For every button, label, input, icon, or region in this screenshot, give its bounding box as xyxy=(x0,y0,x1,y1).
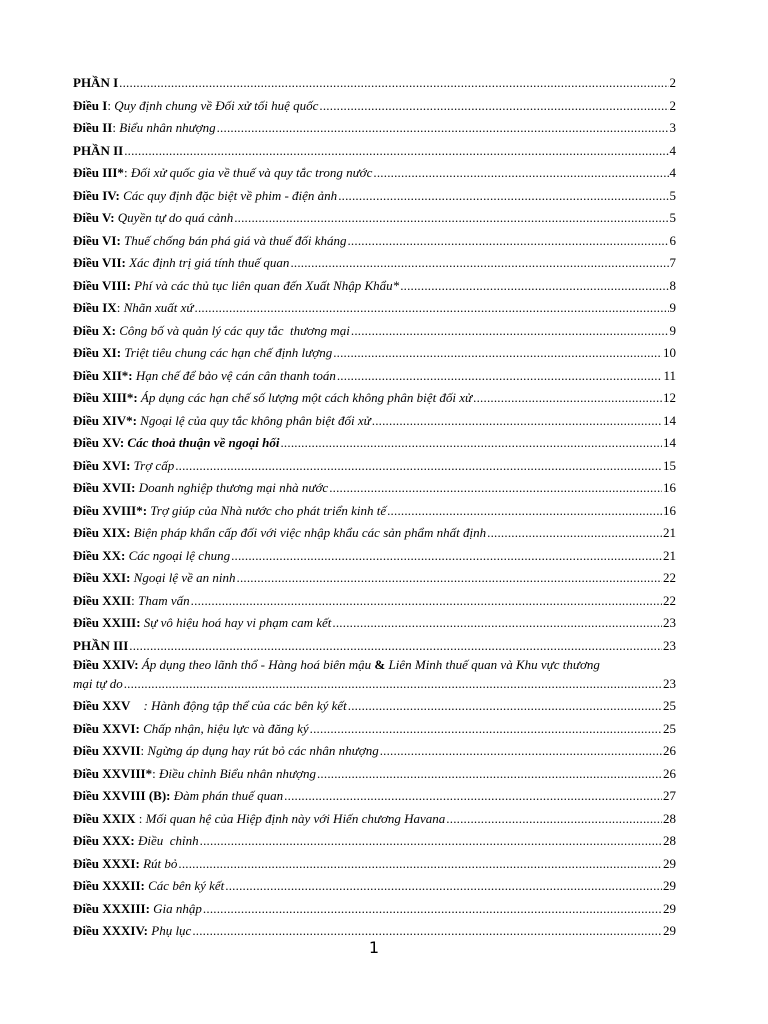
page-number: 1 xyxy=(368,938,380,957)
toc-entry-label: Điều XXVIII (B): xyxy=(73,788,171,803)
toc-entry xyxy=(73,522,676,545)
toc-entry-title: Điều chỉnh Biểu nhân nhượng xyxy=(158,765,316,781)
toc-entry xyxy=(73,853,676,876)
toc-entry xyxy=(73,410,676,433)
toc-leader-dots xyxy=(129,635,662,658)
toc-leader-dots xyxy=(329,477,662,500)
toc-leader-dots xyxy=(373,162,668,185)
toc-entry-page: 29 xyxy=(663,923,676,938)
toc-entry-title: Xác định trị giá tính thuế quan xyxy=(129,255,290,270)
toc-entry-label: Điều XVI: xyxy=(73,457,131,473)
toc-entry-label: Điều VIII: xyxy=(73,277,131,293)
toc-entry-page: 16 xyxy=(663,480,676,495)
toc-entry xyxy=(73,342,676,365)
toc-entry-title: Sự vô hiệu hoá hay vi phạm cam kết xyxy=(143,615,332,630)
toc-entry-label: PHẦN II xyxy=(73,142,124,158)
toc-entry-page: 29 xyxy=(663,855,676,871)
toc-entry xyxy=(73,275,676,298)
toc-entry-page: 11 xyxy=(663,367,676,383)
toc-entry-label: PHẦN I xyxy=(73,75,119,90)
toc-entry xyxy=(73,567,676,590)
toc-leader-dots xyxy=(351,320,669,343)
toc-entry xyxy=(73,207,676,230)
toc-entry-label: Điều XXI: xyxy=(73,570,131,585)
toc-leader-dots xyxy=(284,785,662,808)
toc-leader-dots xyxy=(310,718,662,741)
toc-entry xyxy=(73,320,676,343)
toc-entry-label: Điều XV: xyxy=(73,435,125,450)
toc-entry-title: Các quy định đặc biệt về phim - điện ảnh xyxy=(123,187,338,203)
toc-entry-page: 4 xyxy=(669,142,676,158)
toc-entry: Điều XXIX : Mối quan hệ của Hiệp định này với Hiến chương Havana ..... 28 xyxy=(73,808,676,831)
toc-leader-dots xyxy=(400,275,668,298)
toc-entry-label: Điều XXII xyxy=(73,592,132,608)
toc-entry-title: Đối xử quốc gia về thuế và quy tắc trong nước xyxy=(130,165,373,180)
toc-leader-dots xyxy=(347,230,668,253)
toc-leader-dots xyxy=(191,590,662,613)
table-of-contents xyxy=(73,72,676,943)
toc-entry-page: 14 xyxy=(663,412,676,428)
toc-leader-dots xyxy=(124,673,662,696)
toc-entry-title: Tham vấn xyxy=(138,592,190,608)
toc-entry-label: PHẦN III xyxy=(73,637,129,653)
toc-leader-dots xyxy=(348,695,662,718)
toc-entry-label: Điều VI: xyxy=(73,232,121,248)
toc-entry-label: Điều XXIII: xyxy=(73,615,141,630)
toc-entry-title-line2: mại tự do xyxy=(73,676,123,691)
toc-entry-label: Điều XVIII*: xyxy=(73,502,148,518)
toc-entry-page: 22 xyxy=(663,570,676,585)
toc-entry xyxy=(73,635,676,658)
toc-entry: Điều XXVII : Ngừng áp dụng hay rút bỏ các nhân nhượng ..... 26 xyxy=(73,740,676,763)
toc-entry-title: Phụ lục xyxy=(151,923,192,938)
toc-entry-title: Rút bỏ xyxy=(143,855,178,871)
toc-entry-title: Nhãn xuất xứ xyxy=(123,300,194,315)
toc-entry-page: 5 xyxy=(669,187,676,203)
toc-entry-page: 6 xyxy=(669,232,676,248)
toc-entry-title: Thuế chống bán phá giá và thuế đối kháng xyxy=(124,232,347,248)
toc-leader-dots xyxy=(290,252,668,275)
toc-leader-dots xyxy=(231,545,662,568)
toc-entry-page: 27 xyxy=(663,788,676,803)
toc-entry-title: Chấp nhận, hiệu lực và đăng ký xyxy=(143,720,309,736)
toc-entry-page: 29 xyxy=(663,878,676,893)
toc-entry: Điều IX : Nhãn xuất xứ ..... 9 xyxy=(73,297,676,320)
toc-entry xyxy=(73,185,676,208)
toc-leader-dots xyxy=(332,612,662,635)
toc-entry-page: 25 xyxy=(663,720,676,736)
toc-entry-label: Điều XI: xyxy=(73,345,122,360)
toc-entry-title: Quy định chung về Đối xử tối huệ quốc xyxy=(114,97,319,113)
toc-entry-label: Điều XXX: xyxy=(73,833,135,848)
toc-entry-label: Điều XXV xyxy=(73,698,131,713)
toc-entry-title: Đàm phán thuế quan xyxy=(173,788,284,803)
toc-entry-title: Ngoại lệ của quy tắc không phân biệt đối xử xyxy=(140,412,371,428)
toc-entry-title: Gia nhập xyxy=(153,900,202,916)
toc-leader-dots xyxy=(217,117,669,140)
toc-entry-title: Ngừng áp dụng hay rút bỏ các nhân nhượng xyxy=(147,743,379,758)
toc-entry-label: Điều XIII*: xyxy=(73,390,138,405)
toc-entry-page: 21 xyxy=(663,547,676,563)
toc-entry-page: 25 xyxy=(663,698,676,713)
toc-leader-dots xyxy=(317,763,662,786)
toc-entry xyxy=(73,230,676,253)
toc-entry-label: Điều XXIV: xyxy=(73,657,139,672)
toc-entry-page: 26 xyxy=(663,765,676,781)
toc-entry-page: 9 xyxy=(669,300,676,315)
toc-entry: Điều XXII : Tham vấn ..... 22 xyxy=(73,590,676,613)
toc-entry-label: Điều XIX: xyxy=(73,525,131,540)
toc-entry-label: Điều XXIX xyxy=(73,810,136,826)
toc-entry-label: Điều V: xyxy=(73,210,115,225)
toc-entry-page: 2 xyxy=(669,75,676,90)
toc-entry-page: 12 xyxy=(663,390,676,405)
toc-leader-dots xyxy=(487,522,662,545)
toc-entry xyxy=(73,432,676,455)
toc-entry xyxy=(73,830,676,853)
toc-leader-dots xyxy=(237,567,663,590)
toc-entry xyxy=(73,657,676,695)
toc-entry-label: Điều IX xyxy=(73,300,117,315)
toc-entry-label: Điều XXXII: xyxy=(73,878,145,893)
toc-entry xyxy=(73,455,676,478)
toc-entry-page: 23 xyxy=(663,615,676,630)
toc-entry-page: 5 xyxy=(669,210,676,225)
toc-entry-title: Doanh nghiệp thương mại nhà nước xyxy=(138,480,329,495)
toc-entry-page: 10 xyxy=(663,345,676,360)
toc-entry xyxy=(73,500,676,523)
toc-entry-title: : Hành động tập thể của các bên ký kết xyxy=(143,698,347,713)
toc-entry-page: 8 xyxy=(669,277,676,293)
toc-entry-label: Điều I xyxy=(73,97,108,113)
toc-leader-dots xyxy=(380,740,662,763)
toc-entry xyxy=(73,785,676,808)
toc-entry-title: Phí và các thủ tục liên quan đến Xuất Nhập Khẩu* xyxy=(134,277,400,293)
toc-entry-title: Áp dụng các hạn chế số lượng một cách không phân biệt đối xử xyxy=(140,390,473,405)
toc-leader-dots xyxy=(473,387,662,410)
toc-leader-dots xyxy=(195,297,669,320)
toc-entry-label: Điều X: xyxy=(73,322,116,338)
toc-entry xyxy=(73,718,676,741)
toc-entry-label: Điều XXXIV: xyxy=(73,923,148,938)
toc-entry-title: Biện pháp khẩn cấp đối với việc nhập khẩu các sản phẩm nhất định xyxy=(133,525,487,540)
toc-leader-dots xyxy=(372,410,662,433)
toc-entry xyxy=(73,477,676,500)
toc-entry-title: Các ngoại lệ chung xyxy=(128,547,231,563)
toc-entry-label: Điều II xyxy=(73,120,113,135)
toc-leader-dots xyxy=(337,365,663,388)
toc-entry-ampersand: & xyxy=(374,657,386,672)
toc-entry-title: Biểu nhân nhượng xyxy=(119,120,216,135)
toc-entry-label: Điều III* xyxy=(73,165,124,180)
toc-entry-title: Mối quan hệ của Hiệp định này với Hiến chương Havana xyxy=(145,810,446,826)
toc-section-b xyxy=(73,695,676,943)
toc-entry-page: 21 xyxy=(663,525,676,540)
toc-entry-page: 7 xyxy=(669,255,676,270)
toc-entry-label: Điều XIV*: xyxy=(73,412,137,428)
toc-entry-page: 16 xyxy=(663,502,676,518)
toc-entry-page: 28 xyxy=(663,833,676,848)
toc-entry xyxy=(73,252,676,275)
toc-entry-title: Hạn chế để bảo vệ cán cân thanh toán xyxy=(135,367,336,383)
toc-entry-label: Điều XXXIII: xyxy=(73,900,150,916)
toc-entry-title: Các thoả thuận về ngoại hối xyxy=(127,435,280,450)
toc-entry xyxy=(73,612,676,635)
toc-entry-page: 22 xyxy=(663,592,676,608)
toc-leader-dots xyxy=(200,830,662,853)
toc-entry-page: 26 xyxy=(663,743,676,758)
toc-entry: Điều I : Quy định chung về Đối xử tối huệ quốc ..... 2 xyxy=(73,95,676,118)
toc-leader-dots xyxy=(446,808,662,831)
toc-entry-label: Điều XXXI: xyxy=(73,855,140,871)
toc-entry xyxy=(73,365,676,388)
toc-entry-label: Điều VII: xyxy=(73,255,126,270)
toc-entry-title: Điều chỉnh xyxy=(138,833,199,848)
toc-entry-page: 15 xyxy=(663,457,676,473)
toc-entry: Điều II : Biểu nhân nhượng ..... 3 xyxy=(73,117,676,140)
toc-leader-dots xyxy=(124,140,668,163)
toc-entry-label: Điều XXVIII* xyxy=(73,765,153,781)
toc-entry-page: 4 xyxy=(669,165,676,180)
toc-entry-title: Quyền tự do quá cảnh xyxy=(117,210,234,225)
toc-entry-page: 23 xyxy=(663,637,676,653)
toc-entry xyxy=(73,140,676,163)
toc-entry-page: 3 xyxy=(669,120,676,135)
toc-entry-page: 29 xyxy=(663,900,676,916)
toc-entry xyxy=(73,72,676,95)
toc-entry-label: Điều IV: xyxy=(73,187,120,203)
toc-entry xyxy=(73,545,676,568)
toc-leader-dots xyxy=(178,853,662,876)
toc-leader-dots xyxy=(175,455,662,478)
toc-entry xyxy=(73,387,676,410)
toc-leader-dots xyxy=(234,207,668,230)
toc-entry-page: 28 xyxy=(663,810,676,826)
toc-leader-dots xyxy=(280,432,662,455)
toc-entry-title: Trợ cấp xyxy=(133,457,175,473)
toc-leader-dots xyxy=(319,95,668,118)
toc-leader-dots xyxy=(203,898,662,921)
toc-entry-title: Ngoại lệ về an ninh xyxy=(133,570,236,585)
toc-entry-label: Điều XX: xyxy=(73,547,126,563)
toc-entry-title-cont: Liên Minh thuế quan và Khu vực thương xyxy=(388,657,600,672)
toc-entry-label: Điều XII*: xyxy=(73,367,133,383)
toc-leader-dots xyxy=(333,342,662,365)
toc-entry: Điều XXVIII* : Điều chỉnh Biểu nhân nhượng ..... 26 xyxy=(73,763,676,786)
toc-entry-title: Áp dụng theo lãnh thổ - Hàng hoá biên mậu xyxy=(141,657,372,672)
toc-entry-title: Các bên ký kết xyxy=(148,878,225,893)
toc-entry-title: Công bố và quản lý các quy tắc thương mại xyxy=(119,322,350,338)
toc-entry xyxy=(73,695,676,718)
toc-leader-dots xyxy=(119,72,668,95)
toc-entry-page: 23 xyxy=(663,676,676,691)
toc-leader-dots xyxy=(225,875,662,898)
toc-section-a xyxy=(73,72,676,657)
toc-entry-label: Điều XVII: xyxy=(73,480,136,495)
toc-entry-label: Điều XXVI: xyxy=(73,720,140,736)
toc-entry-page: 9 xyxy=(669,322,676,338)
toc-entry-title: Triệt tiêu chung các hạn chế định lượng xyxy=(124,345,333,360)
toc-leader-dots xyxy=(387,500,662,523)
toc-leader-dots xyxy=(338,185,668,208)
toc-entry xyxy=(73,875,676,898)
toc-entry-page: 14 xyxy=(663,435,676,450)
toc-entry xyxy=(73,898,676,921)
toc-entry-label: Điều XXVII xyxy=(73,743,141,758)
toc-entry-title: Trợ giúp của Nhà nước cho phát triển kinh tế xyxy=(150,502,387,518)
toc-entry: Điều III* : Đối xử quốc gia về thuế và quy tắc trong nước ..... 4 xyxy=(73,162,676,185)
toc-entry-page: 2 xyxy=(669,97,676,113)
